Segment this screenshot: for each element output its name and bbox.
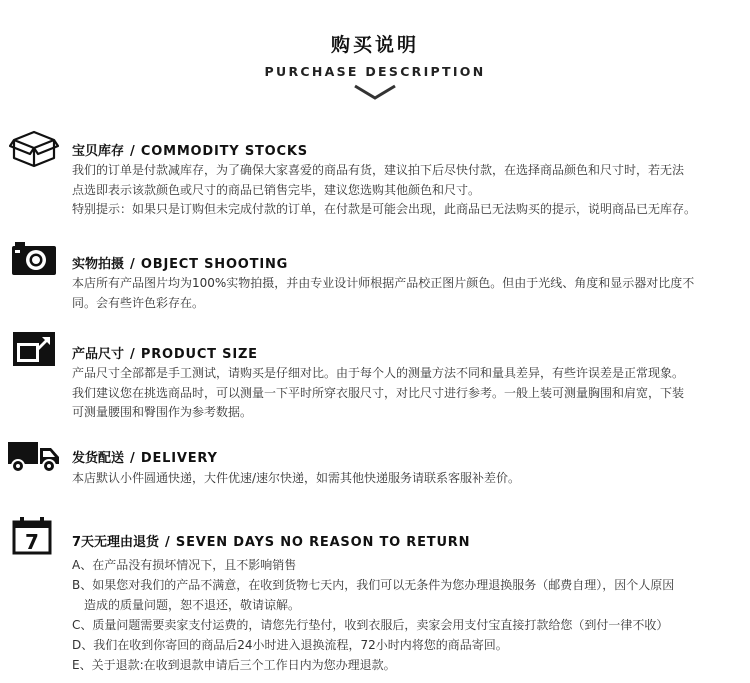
section-body <box>72 469 748 489</box>
resize-icon <box>12 331 56 367</box>
page-header <box>0 0 750 110</box>
section-title-cn: 实物拍摄 <box>72 257 125 272</box>
section-title-cn: 产品尺寸 <box>72 347 125 362</box>
section-title <box>72 140 308 159</box>
calendar-7-icon <box>12 516 54 556</box>
list-item: 造成的质量问题，恕不退还，敬请谅解。 <box>84 598 301 612</box>
page-subtitle: PURCHASE DESCRIPTION <box>264 64 486 79</box>
list-item: B、如果您对我们的产品不满意，在收到货物七天内，我们可以无条件为您办理退换服务（邮费自理），因个人原因 <box>72 578 675 592</box>
body-line: 产品尺寸全部都是手工测试，请购买是仔细对比。由于每个人的测量方法不同和量具差异，有些许误差是正常现象。 <box>72 366 685 380</box>
section-body <box>72 364 748 423</box>
section-title-en: / DELIVERY <box>130 451 218 466</box>
body-line: 同。会有些许色彩存在。 <box>72 295 205 310</box>
list-item: D、我们在收到你寄回的商品后24小时进入退换流程，72小时内将您的商品寄回。 <box>72 638 508 652</box>
section-title-en: / COMMODITY STOCKS <box>130 144 308 159</box>
chevron-down-icon <box>353 84 397 100</box>
body-line: 本店所有产品图片均为100%实物拍摄，并由专业设计师根据产品校正图片颜色。但由于光线、角度和显示器对比度不 <box>72 276 695 290</box>
calendar-number: 7 <box>25 530 39 554</box>
body-line: 本店默认小件圆通快递，大件优速/速尔快递，如需其他快递服务请联系客服补差价。 <box>72 471 521 485</box>
section-title-cn: 7天无理由退货 <box>72 535 160 550</box>
section-title <box>72 447 218 466</box>
page-title: 购买说明 <box>330 34 419 56</box>
section-title-cn: 发货配送 <box>72 451 125 466</box>
section-title-en: / OBJECT SHOOTING <box>130 257 289 272</box>
list-item: C、质量问题需要卖家支付运费的，请您先行垫付，收到衣服后，卖家会用支付宝直接打款给您（到付一律不收） <box>72 618 669 632</box>
section-title-cn: 宝贝库存 <box>72 144 125 159</box>
section-title-en: / PRODUCT SIZE <box>130 347 258 362</box>
body-line: 我们的订单是付款减库存，为了确保大家喜爱的商品有货，建议拍下后尽快付款，在选择商品颜色和尺寸时，若无法 <box>72 163 685 177</box>
section-body <box>72 274 748 313</box>
camera-icon <box>11 241 57 277</box>
list-item: E、关于退款:在收到退款申请后三个工作日内为您办理退款。 <box>72 658 396 672</box>
body-line: 特别提示：如果只是订购但未完成付款的订单，在付款是可能会出现，此商品已无法购买的提示，说明商品已无库存。 <box>72 202 697 216</box>
body-line: 可测量腰围和臀围作为参考数据。 <box>72 405 253 419</box>
truck-icon <box>8 440 60 474</box>
section-title-en: / SEVEN DAYS NO REASON TO RETURN <box>165 535 471 550</box>
body-line: 点选即表示该款颜色或尺寸的商品已销售完毕，建议您选购其他颜色和尺寸。 <box>72 182 481 197</box>
return-policy-list <box>72 555 748 675</box>
section-title <box>72 531 470 550</box>
section-title <box>72 253 288 272</box>
box-icon <box>9 128 59 170</box>
list-item: A、在产品没有损坏情况下，且不影响销售 <box>72 558 297 572</box>
section-body <box>72 161 748 220</box>
body-line: 我们建议您在挑选商品时，可以测量一下平时所穿衣服尺寸，对比尺寸进行参考。一般上装可测量胸围和肩宽，下装 <box>72 385 685 400</box>
section-title <box>72 343 258 362</box>
